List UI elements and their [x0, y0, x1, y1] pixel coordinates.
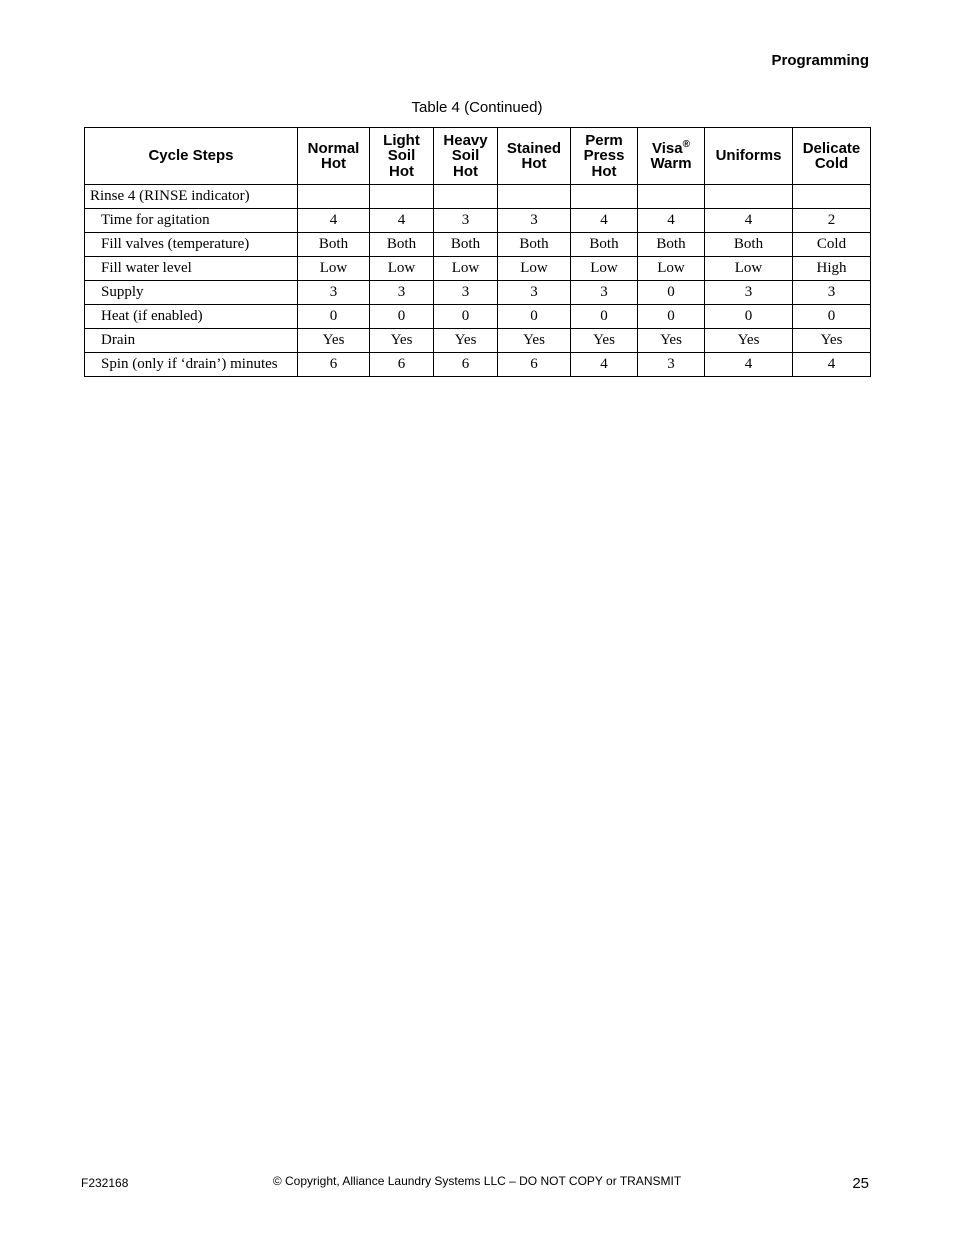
table-cell: 0 [298, 305, 370, 329]
table-cell: Yes [298, 329, 370, 353]
column-header [571, 128, 638, 185]
table-row [85, 305, 871, 329]
column-header-label: Warm [650, 155, 692, 172]
table-cell: Both [571, 233, 638, 257]
table-cell: 6 [498, 353, 571, 377]
column-header [85, 128, 298, 185]
column-header [370, 128, 434, 185]
empty-cell [370, 185, 434, 209]
table-cell: 3 [793, 281, 871, 305]
table-cell: Low [638, 257, 705, 281]
table-cell: 0 [638, 281, 705, 305]
column-header-label: Stained [506, 139, 562, 157]
step-label: Drain [85, 329, 298, 353]
table-cell: 4 [705, 353, 793, 377]
table-cell: 0 [370, 305, 434, 329]
table-cell: 3 [571, 281, 638, 305]
table-cell: 4 [638, 209, 705, 233]
table-cell: High [793, 257, 871, 281]
column-header [638, 128, 705, 185]
table-cell: Low [498, 257, 571, 281]
table-cell: Yes [638, 329, 705, 353]
column-header-label: Hot [521, 155, 547, 172]
table-cell: Low [705, 257, 793, 281]
empty-cell [498, 185, 571, 209]
table-cell: Yes [434, 329, 498, 353]
table-cell: 3 [705, 281, 793, 305]
column-header-label: Perm [585, 131, 623, 149]
table-cell: Low [571, 257, 638, 281]
table-cell: 6 [298, 353, 370, 377]
table-cell: Low [298, 257, 370, 281]
step-label: Heat (if enabled) [85, 305, 298, 329]
empty-cell [705, 185, 793, 209]
table-cell: Low [370, 257, 434, 281]
page-number: 25 [852, 1175, 869, 1192]
step-label: Supply [85, 281, 298, 305]
column-header [705, 128, 793, 185]
table-cell: Low [434, 257, 498, 281]
group-row [85, 185, 871, 209]
column-header-label: Visa [652, 139, 683, 157]
column-header-label: Soil [451, 147, 480, 165]
column-header [498, 128, 571, 185]
column-header [434, 128, 498, 185]
table-row [85, 329, 871, 353]
table-cell: Both [498, 233, 571, 257]
table-row [85, 209, 871, 233]
table-cell: 4 [571, 209, 638, 233]
empty-cell [793, 185, 871, 209]
table-cell: 0 [793, 305, 871, 329]
table-row [85, 233, 871, 257]
table-body [85, 185, 871, 377]
table-cell: 6 [434, 353, 498, 377]
table-cell: Both [705, 233, 793, 257]
table-cell: 3 [434, 281, 498, 305]
table-cell: Both [370, 233, 434, 257]
column-header-label: Cold [814, 155, 849, 172]
table-caption: Table 4 (Continued) [411, 99, 543, 116]
table-cell: 6 [370, 353, 434, 377]
empty-cell [298, 185, 370, 209]
step-label: Fill water level [85, 257, 298, 281]
step-label: Time for agitation [85, 209, 298, 233]
column-header-label: Uniforms [715, 147, 782, 165]
table-cell: 0 [638, 305, 705, 329]
document-id: F232168 [81, 1176, 129, 1190]
copyright-notice: © Copyright, Alliance Laundry Systems LLC – DO NOT COPY or TRANSMIT [272, 1174, 682, 1188]
column-header-label: Cycle Steps [148, 147, 234, 165]
step-label: Fill valves (temperature) [85, 233, 298, 257]
empty-cell [638, 185, 705, 209]
table-cell: Cold [793, 233, 871, 257]
table-cell: Both [298, 233, 370, 257]
table-cell: 4 [370, 209, 434, 233]
column-header-label: Delicate [802, 139, 861, 157]
table-cell: 0 [705, 305, 793, 329]
table-cell: 0 [434, 305, 498, 329]
header-row [85, 128, 871, 185]
table-cell: Yes [498, 329, 571, 353]
table-row [85, 353, 871, 377]
table-cell: 4 [793, 353, 871, 377]
section-title: Programming [771, 52, 869, 69]
table-cell: 4 [298, 209, 370, 233]
table-cell: Yes [571, 329, 638, 353]
column-header-label: Hot [453, 162, 478, 180]
table-row [85, 281, 871, 305]
empty-cell [571, 185, 638, 209]
table-cell: 3 [498, 281, 571, 305]
table-cell: Yes [705, 329, 793, 353]
column-header-label: Press [583, 147, 625, 165]
table-cell: 0 [498, 305, 571, 329]
table-cell: 3 [498, 209, 571, 233]
empty-cell [434, 185, 498, 209]
column-header-label: Soil [387, 147, 416, 165]
column-header-label: Hot [321, 155, 346, 172]
column-header-label: Light [383, 131, 420, 149]
column-header-label: Heavy [443, 131, 488, 149]
step-label: Spin (only if ‘drain’) minutes [85, 353, 298, 377]
column-header [793, 128, 871, 185]
table-cell: Both [434, 233, 498, 257]
column-header-label: Hot [389, 162, 414, 180]
group-label: Rinse 4 (RINSE indicator) [85, 185, 298, 209]
table-cell: 3 [638, 353, 705, 377]
table-cell: 3 [298, 281, 370, 305]
registered-mark: ® [682, 138, 690, 150]
table-cell: 4 [571, 353, 638, 377]
column-header-label: Hot [591, 162, 617, 180]
column-header-label: Normal [307, 139, 360, 157]
table-cell: 0 [571, 305, 638, 329]
table-cell: Yes [370, 329, 434, 353]
table-row [85, 257, 871, 281]
cycle-steps-table [84, 127, 871, 377]
column-header [298, 128, 370, 185]
table-cell: 3 [434, 209, 498, 233]
table-cell: 3 [370, 281, 434, 305]
table-cell: Yes [793, 329, 871, 353]
table-cell: Both [638, 233, 705, 257]
table-cell: 2 [793, 209, 871, 233]
table-cell: 4 [705, 209, 793, 233]
